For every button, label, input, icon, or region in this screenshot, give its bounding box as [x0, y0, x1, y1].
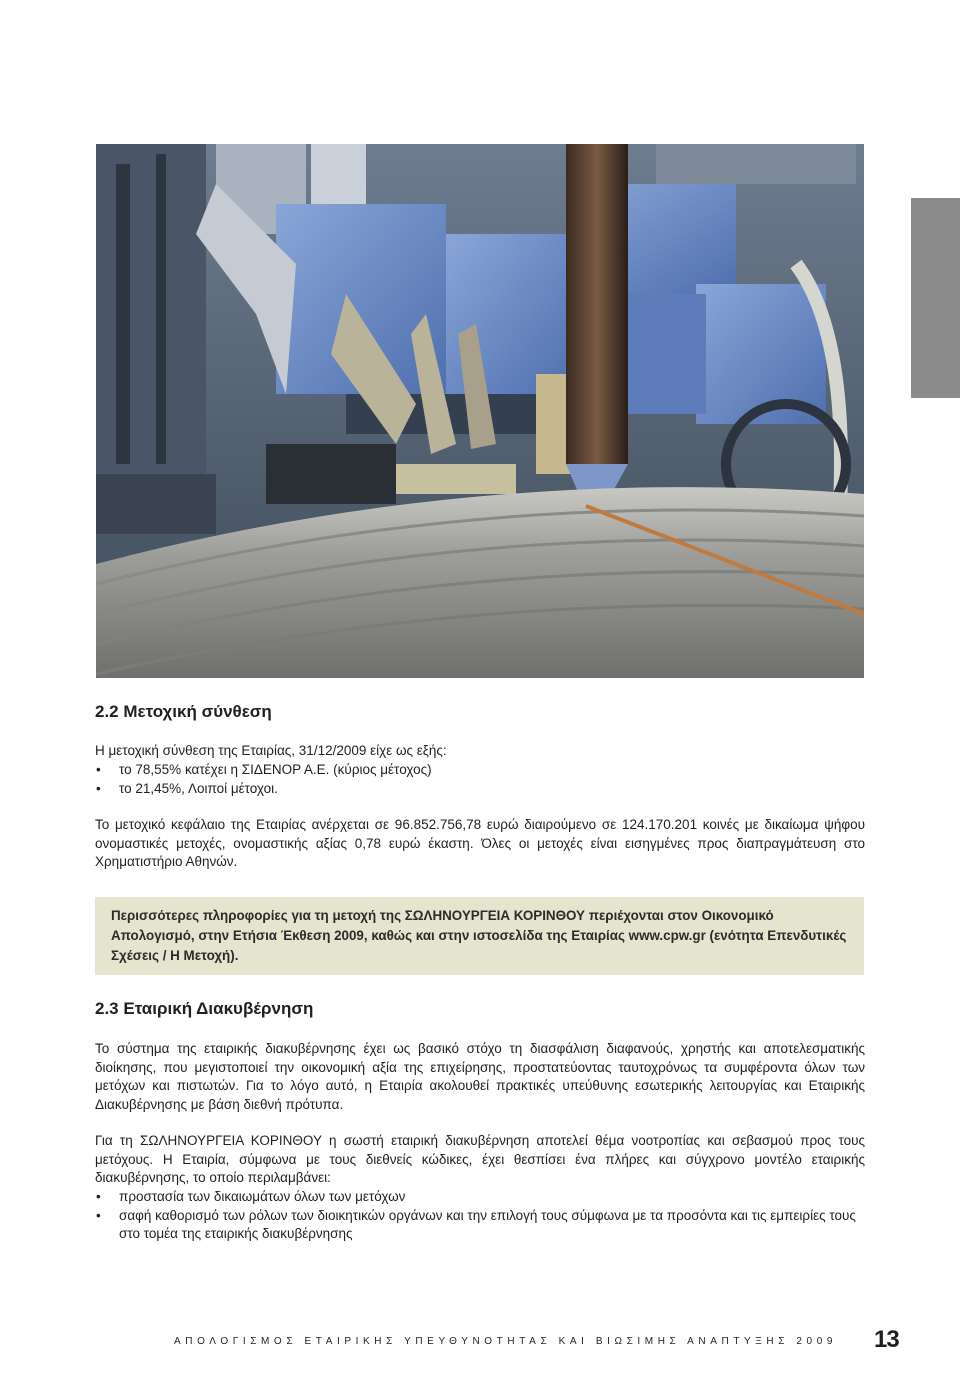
- governance-paragraph-1: Το σύστημα της εταιρικής διακυβέρνησης έχει ως βασικό στόχο τη διασφάλιση διαφανούς, χρηστής και αποτελεσματικής διοίκησης, που μεγιστοποιεί την οικονομική αξία της επιχείρησης, προστατεύοντας ταυτοχρόνως τα συμφέροντα όλων των μετόχων και πιστωτών. Για το λόγο αυτό, η Εταιρία ακολουθεί πρακτικές υπεύθυνης εσωτερικής λειτουργίας και Εταιρικής Διακυβέρνησης με βάση διεθνή πρότυπα.: [95, 1041, 865, 1112]
- list-item: • το 78,55% κατέχει η ΣΙΔΕΝΟΡ Α.Ε. (κύριος μέτοχος): [95, 761, 865, 780]
- governance-paragraph-2: Για τη ΣΩΛΗΝΟΥΡΓΕΙΑ ΚΟΡΙΝΘΟΥ η σωστή εταιρική διακυβέρνηση αποτελεί θέμα νοοτροπίας και σεβασμού προς τους μετόχους. Η Εταιρία, σύμφωνα με τους διεθνείς κώδικες, έχει θεσπίσει ένα πλήρες και σύγχρονο μοντέλο εταιρικής διακυβέρνησης, το οποίο περιλαμβάνει:: [95, 1133, 865, 1185]
- shareholding-list: [95, 761, 865, 798]
- section-2-3-title: 2.3 Εταιρική Διακυβέρνηση: [95, 999, 314, 1018]
- section-2-2-title: 2.2 Μετοχική σύνθεση: [95, 702, 272, 721]
- side-tab-marker: [911, 198, 960, 398]
- pipe-welding-photo: [96, 144, 864, 678]
- list-item: • το 21,45%, Λοιποί μέτοχοι.: [95, 780, 865, 799]
- info-box: [95, 897, 864, 975]
- footer-running-title: ΑΠΟΛΟΓΙΣΜΟΣ ΕΤΑΙΡΙΚΗΣ ΥΠΕΥΘΥΝΟΤΗΤΑΣ ΚΑΙ ΒΙΩΣΙΜΗΣ ΑΝΑΠΤΥΞΗΣ 2009: [174, 1336, 838, 1347]
- list-item: • προστασία των δικαιωμάτων όλων των μετόχων: [95, 1188, 865, 1207]
- page-number: 13: [874, 1326, 899, 1353]
- shareholding-intro: Η μετοχική σύνθεση της Εταιρίας, 31/12/2009 είχε ως εξής:: [95, 743, 447, 758]
- list-item: • σαφή καθορισμό των ρόλων των διοικητικών οργάνων και την επιλογή τους σύμφωνα με τα προσόντα και τις εμπειρίες τους στο τομέα της εταιρικής διακυβέρνησης: [95, 1207, 865, 1244]
- governance-list: [95, 1188, 865, 1244]
- info-box-text: Περισσότερες πληροφορίες για τη μετοχή της ΣΩΛΗΝΟΥΡΓΕΙΑ ΚΟΡΙΝΘΟΥ περιέχονται στον Οικονομικό Απολογισμό, στην Ετήσια Έκθεση 2009, καθώς και στην ιστοσελίδα της Εταιρίας www.cpw.gr (ενότητα Επενδυτικές Σχέσεις / Η Μετοχή).: [111, 908, 847, 963]
- share-capital-paragraph: Το μετοχικό κεφάλαιο της Εταιρίας ανέρχεται σε 96.852.756,78 ευρώ διαιρούμενο σε 124.170.201 κοινές με δικαίωμα ψήφου ονομαστικές μετοχές, ονομαστικής αξίας 0,78 ευρώ έκαστη. Όλες οι μετοχές είναι εισηγμένες προς διαπραγμάτευση στο Χρηματιστήριο Αθηνών.: [95, 817, 865, 869]
